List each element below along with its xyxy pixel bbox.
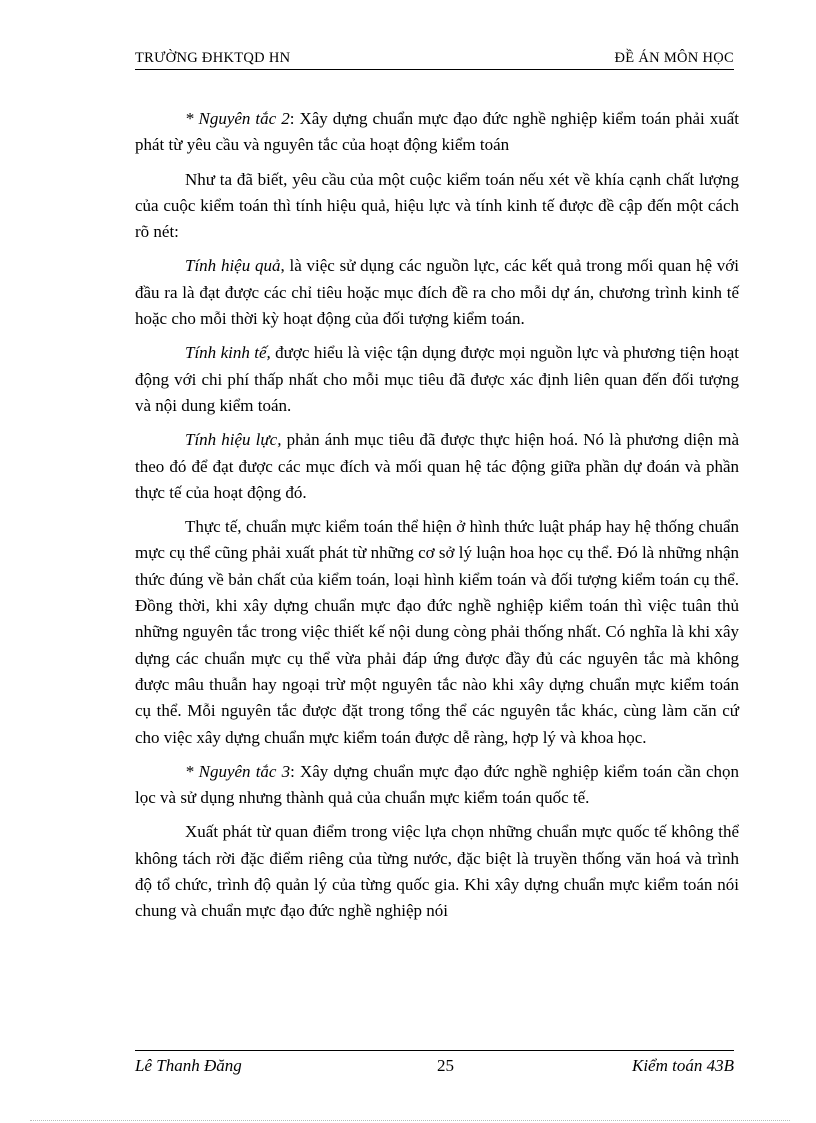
page-edge-divider [30, 1120, 790, 1121]
effectiveness-term: Tính hiệu quả [185, 256, 281, 276]
paragraph-text: được hiểu là việc tận dụng được mọi nguồn lực và phương tiện hoạt động với chi phí thấp nhất cho mỗi mục tiêu đã được xác định liên quan đến đối tượng và nội dung kiểm toán. [135, 343, 739, 415]
efficiency-term: Tính hiệu lực, [185, 430, 282, 450]
paragraph-text: Xuất phát từ quan điểm trong việc lựa chọn những chuẩn mực quốc tế không thể không tách rời đặc điểm riêng của từng nước, đặc biệt là truyền thống văn hoá và trình độ tổ chức, trình độ quản lý của từng quốc gia. Khi xây dựng chuẩn mực kiểm toán nói chung và chuẩn mực đạo đức nghề nghiệp nói [135, 822, 739, 921]
paragraph-efficiency [135, 427, 739, 506]
paragraph-text: Như ta đã biết, yêu cầu của một cuộc kiểm toán nếu xét về khía cạnh chất lượng của cuộc kiểm toán thì tính hiệu quả, hiệu lực và tính kinh tế được đề cập đến một cách rõ nét: [135, 169, 739, 242]
paragraph-text: : Xây dựng chuẩn mực đạo đức nghề nghiệp kiểm toán cần chọn lọc và sử dụng nhưng thành quả của chuẩn mực kiểm toán quốc tế. [135, 761, 739, 808]
paragraph-principle-3 [135, 759, 739, 812]
paragraph-audit-requirements [135, 167, 739, 246]
paragraph-economy [135, 340, 739, 419]
paragraph-text: phản ánh mục tiêu đã được thực hiện hoá. Nó là phương diện mà theo đó để đạt được các mục đích và mối quan hệ tác động giữa phần dự đoán và phần thực tế của hoạt động đó. [135, 430, 739, 502]
paragraph-text: , là việc sử dụng các nguồn lực, các kết quả trong mối quan hệ với đầu ra là đạt được các chỉ tiêu hoặc mục đích đề ra cho mỗi dự án, chương trình kinh tế hoặc cho mỗi thời kỳ hoạt động của đối tượng kiểm toán. [135, 256, 739, 329]
footer-course: Kiểm toán 43B [632, 1056, 734, 1075]
page-header [135, 50, 734, 70]
footer-author: Lê Thanh Đăng [135, 1056, 242, 1075]
paragraph-principle-2 [135, 106, 739, 159]
principle-3-label: * Nguyên tắc 3 [185, 761, 291, 781]
principle-2-label: * Nguyên tắc 2 [185, 109, 290, 128]
paragraph-in-practice [135, 514, 739, 751]
page-number: 25 [437, 1056, 454, 1075]
paragraph-effectiveness [135, 253, 739, 332]
header-school: TRƯỜNG ĐHKTQD HN [135, 50, 291, 66]
paragraph-text: : Xây dựng chuẩn mực đạo đức nghề nghiệp kiểm toán phải xuất phát từ yêu cầu và nguyên tắc của hoạt động kiểm toán [135, 109, 740, 155]
header-doc-type: ĐỀ ÁN MÔN HỌC [614, 50, 734, 66]
page-footer [135, 1050, 734, 1076]
economy-term: Tính kinh tế, [185, 343, 271, 363]
document-body [135, 106, 739, 933]
paragraph-international-standards [135, 819, 739, 924]
paragraph-text: Thực tế, chuẩn mực kiểm toán thể hiện ở hình thức luật pháp hay hệ thống chuẩn mực cụ thể cũng phải xuất phát từ những cơ sở lý luận hoa học cụ thể. Đó là những nhận thức đúng về bản chất của kiểm toán, loại hình kiểm toán và đối tượng kiểm toán cụ thể. Đồng thời, khi xây dựng chuẩn mực đạo đức nghề nghiệp kiểm toán thì việc tuân thủ những nguyên tắc trong việc thiết kế nội dung còng phải thống nhất. Có nghĩa là khi xây dựng các chuẩn mực cụ thể vừa phải đáp ứng được đầy đủ các nguyên tắc mà không được mâu thuẫn hay ngoại trừ một nguyên tắc nào khi xây dựng chuẩn mực kiểm toán cụ thể. Mỗi nguyên tắc được đặt trong tổng thể các nguyên tắc khác, cùng làm căn cứ cho việc xây dựng chuẩn mực kiểm toán được dễ ràng, hợp lý và khoa học. [135, 517, 739, 747]
